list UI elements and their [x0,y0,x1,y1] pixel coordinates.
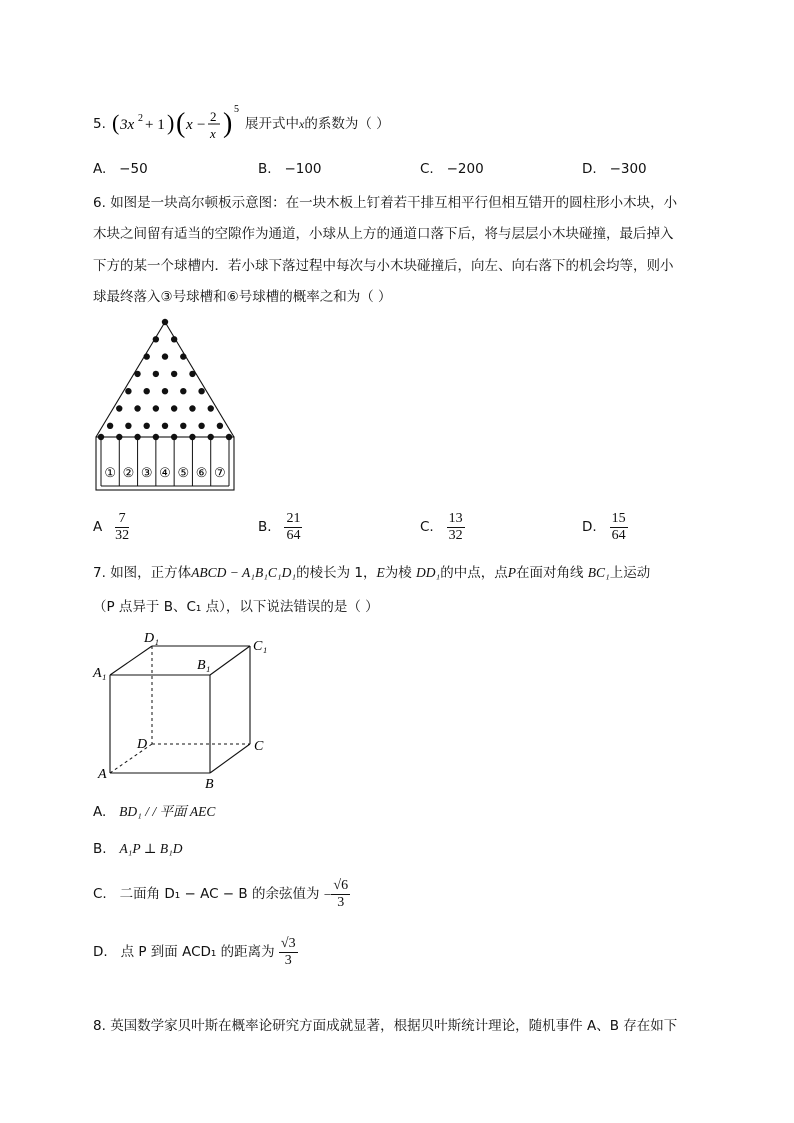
q6-line-1: 6. 如图是一块高尔顿板示意图：在一块木板上钉着若干排互相平行但相互错开的圆柱形小木块，小 [93,195,678,211]
q5-option-a: A. −50 [93,161,148,177]
q5-number: 5. [93,116,106,132]
peg [171,371,177,377]
svg-text:+ 1: + 1 [145,117,165,133]
vertex-a-label: A [98,767,107,782]
q6-option-c: C. $\frac{13}{32}$ [420,511,463,543]
vertex-c1-label: C₁ [253,639,268,654]
svg-text:3x: 3x [120,117,135,133]
vertex-d1-label: D₁ [144,631,159,646]
q5-stem: 展开式中x的系数为（ ） [245,116,390,132]
svg-text:5: 5 [234,104,239,115]
svg-text:−: − [197,117,206,133]
peg [189,405,195,411]
vertex-a1-label: A₁ [93,666,107,681]
q6-line-3: 下方的某一个球槽内．若小球下落过程中每次与小木块碰撞后，向左、向右落下的机会均等，则小 [93,258,674,274]
svg-text:(: ( [176,108,186,139]
q7-line-1: 7. 如图，正方体ABCD − A₁B₁C₁D₁的棱长为 1，E为棱 DD₁的中点，点P在面对角线 BC₁上运动 [93,565,651,581]
svg-text:2: 2 [138,113,143,124]
peg [153,434,159,440]
q8-line-1: 8. 英国数学家贝叶斯在概率论研究方面成就显著，根据贝叶斯统计理论，随机事件 A、B 存在如下 [93,1018,678,1034]
vertex-b-label: B [205,777,214,792]
galton-pegs [107,319,223,429]
slot-label: ⑥ [195,465,208,480]
vertex-c-label: C [254,739,264,754]
q5-expression [110,100,250,150]
cube-figure [92,628,282,798]
peg [153,371,159,377]
peg [125,423,131,429]
peg [198,388,204,394]
peg [162,423,168,429]
slot-label: ① [104,465,116,480]
peg [208,405,214,411]
peg [144,388,150,394]
q7-line-2: （P 点异于 B、C₁ 点），以下说法错误的是（ ） [93,599,379,615]
svg-text:x: x [186,117,193,133]
slot-label: ② [122,465,135,480]
peg [125,388,131,394]
peg [162,388,168,394]
peg [198,423,204,429]
svg-text:): ) [223,108,233,139]
peg [116,405,122,411]
q7-option-b: B. A₁P ⊥ B₁D [93,841,183,857]
peg [134,405,140,411]
q7-option-d: D. 点 P 到面 ACD₁ 的距离为 $\frac{√3}{3}$ [93,936,296,968]
peg [226,434,232,440]
q6-option-b: B. $\frac{21}{64}$ [258,511,301,543]
peg [162,353,168,359]
q6-line-2: 木块之间留有适当的空隙作为通道，小球从上方的通道口落下后，将与层层小木块碰撞，最后掉入 [93,226,674,242]
q7-option-c: C. 二面角 D₁ − AC − B 的余弦值为 − $\frac{√6}{3}$ [93,878,349,910]
galton-board-figure [90,314,240,494]
slot-label: ③ [140,465,153,480]
peg [171,405,177,411]
q6-option-a: A $\frac{7}{32}$ [93,511,130,543]
peg [144,423,150,429]
peg [189,434,195,440]
slot-label: ④ [159,465,171,480]
peg [98,434,104,440]
q6-option-d: D. $\frac{15}{64}$ [582,511,626,543]
peg [208,434,214,440]
slot-label: ⑦ [214,465,226,480]
q5-option-b: B. −100 [258,161,322,177]
q6-line-4: 球最终落入③号球槽和⑥号球槽的概率之和为（ ） [93,289,392,305]
peg [180,423,186,429]
vertex-d-label: D [137,737,148,752]
svg-text:): ) [167,110,175,135]
q7-option-a: A. BD₁ / / 平面 AEC [93,804,216,820]
peg [217,423,223,429]
peg [107,423,113,429]
vertex-b1-label: B₁ [197,658,211,673]
peg [180,388,186,394]
peg [116,434,122,440]
q5-option-d: D. −300 [582,161,647,177]
peg [134,434,140,440]
q5-option-c: C. −200 [420,161,484,177]
peg [153,405,159,411]
peg [171,434,177,440]
svg-text:x: x [210,126,216,141]
slot-label: ⑤ [177,465,190,480]
svg-text:(: ( [112,110,120,135]
svg-text:2: 2 [210,109,217,124]
